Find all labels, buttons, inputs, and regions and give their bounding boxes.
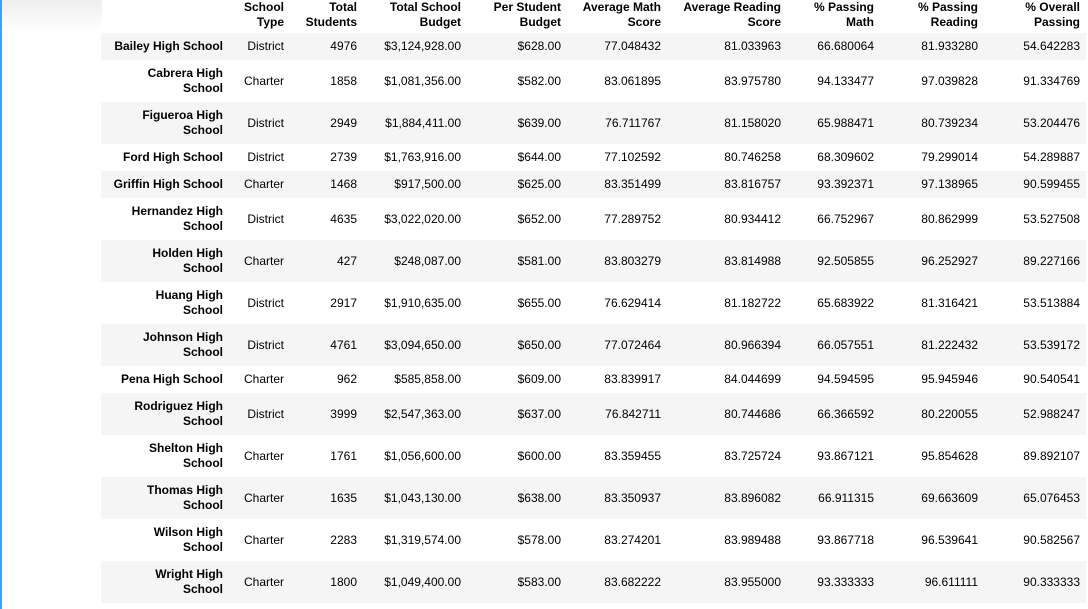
- table-cell: 65.076453: [1023, 490, 1080, 505]
- table-cell: District: [247, 115, 284, 130]
- table-row: [101, 561, 1086, 603]
- table-cell: $609.00: [517, 372, 561, 386]
- table-cell: 65.683922: [817, 295, 874, 310]
- table-cell: 77.102592: [604, 150, 661, 164]
- table-header: [101, 0, 1086, 33]
- table-cell: District: [247, 150, 284, 164]
- table-cell: 76.629414: [604, 295, 661, 310]
- index-header: [101, 0, 229, 33]
- table-cell: 4635: [330, 211, 357, 226]
- table-cell: 81.316421: [921, 295, 978, 310]
- table-cell: $600.00: [517, 448, 561, 463]
- table-cell: 83.350937: [604, 490, 661, 505]
- table-cell: 52.988247: [1023, 406, 1080, 421]
- table-cell: District: [247, 337, 284, 352]
- row-label: Rodriguez High School: [134, 399, 223, 428]
- table-cell: 83.351499: [604, 177, 661, 191]
- row-label: Johnson High School: [143, 330, 223, 359]
- table-cell: $585,858.00: [394, 372, 461, 386]
- table-cell: 79.299014: [921, 150, 978, 164]
- table-cell: 83.061895: [604, 73, 661, 88]
- table-cell: $1,910,635.00: [384, 295, 461, 310]
- table-cell: $1,319,574.00: [384, 532, 461, 547]
- table-cell: 83.814988: [724, 253, 781, 268]
- table-cell: 97.039828: [921, 73, 978, 88]
- table-cell: 4976: [330, 39, 357, 53]
- table-cell: 95.945946: [921, 372, 978, 386]
- column-header: Per Student Budget: [493, 0, 561, 29]
- table-cell: 66.366592: [817, 406, 874, 421]
- table-cell: 80.966394: [724, 337, 781, 352]
- row-label: Holden High School: [152, 246, 223, 275]
- table-cell: 1800: [330, 574, 357, 589]
- table-cell: 53.204476: [1023, 115, 1080, 130]
- table-cell: 80.220055: [921, 406, 978, 421]
- table-cell: $582.00: [517, 73, 561, 88]
- table-cell: 83.896082: [724, 490, 781, 505]
- table-cell: 1761: [330, 448, 357, 463]
- table-cell: $1,056,600.00: [384, 448, 461, 463]
- table-row: [101, 240, 1086, 282]
- table-cell: $2,547,363.00: [384, 406, 461, 421]
- table-cell: $638.00: [517, 490, 561, 505]
- table-cell: 2283: [330, 532, 357, 547]
- table-row: [101, 435, 1086, 477]
- table-cell: 89.227166: [1023, 253, 1080, 268]
- table-cell: 76.842711: [605, 406, 661, 421]
- table-cell: 90.599455: [1023, 177, 1080, 191]
- table-cell: $1,884,411.00: [385, 115, 461, 130]
- table-cell: 83.725724: [724, 448, 781, 463]
- table-cell: $650.00: [517, 337, 561, 352]
- table-cell: 83.955000: [724, 574, 781, 589]
- left-gutter-shadow: [2, 0, 102, 32]
- table-row: [101, 477, 1086, 519]
- table-cell: $625.00: [517, 177, 561, 191]
- row-label: Wilson High School: [153, 525, 223, 554]
- table-cell: $1,763,916.00: [384, 150, 461, 164]
- row-label: Ford High School: [123, 150, 223, 164]
- table-cell: 81.182722: [724, 295, 781, 310]
- table-row: [101, 171, 1086, 198]
- school-summary-table: [101, 0, 1086, 603]
- table-row: [101, 102, 1086, 144]
- row-label: Huang High School: [155, 288, 223, 317]
- table-cell: 66.752967: [817, 211, 874, 226]
- table-cell: $639.00: [517, 115, 561, 130]
- table-cell: 77.289752: [604, 211, 661, 226]
- table-cell: Charter: [243, 73, 284, 88]
- table-row: [101, 282, 1086, 324]
- table-row: [101, 198, 1086, 240]
- cell-collapser-bar[interactable]: [0, 0, 2, 609]
- table-cell: 77.048432: [604, 39, 661, 53]
- table-cell: 54.642283: [1023, 39, 1080, 53]
- table-cell: $628.00: [517, 39, 561, 53]
- table-cell: District: [247, 406, 284, 421]
- table-cell: District: [247, 39, 284, 53]
- table-cell: 1468: [330, 177, 357, 191]
- row-label: Pena High School: [120, 372, 223, 386]
- table-cell: $3,094,650.00: [384, 337, 461, 352]
- table-cell: 96.611111: [924, 574, 978, 589]
- column-header: % Passing Reading: [917, 0, 978, 29]
- table-cell: $1,081,356.00: [384, 73, 461, 88]
- table-cell: 84.044699: [724, 372, 781, 386]
- table-cell: 77.072464: [604, 337, 661, 352]
- column-header: Total School Budget: [389, 0, 461, 29]
- table-cell: 83.816757: [724, 177, 781, 191]
- row-label: Bailey High School: [114, 39, 223, 53]
- table-cell: $1,049,400.00: [384, 574, 461, 589]
- table-cell: 962: [336, 372, 357, 386]
- table-cell: 93.867121: [817, 448, 874, 463]
- table-cell: $655.00: [517, 295, 561, 310]
- table-cell: 66.057551: [817, 337, 874, 352]
- column-header: Average Reading Score: [683, 0, 781, 29]
- table-cell: 83.682222: [604, 574, 661, 589]
- table-cell: Charter: [243, 177, 284, 191]
- table-cell: Charter: [243, 574, 284, 589]
- table-body: [101, 33, 1086, 603]
- table-cell: 1858: [330, 73, 357, 88]
- header-row: [101, 0, 1086, 33]
- table-cell: 89.892107: [1023, 448, 1080, 463]
- table-cell: 81.222432: [921, 337, 978, 352]
- table-cell: 2949: [330, 115, 357, 130]
- table-cell: $578.00: [517, 532, 561, 547]
- table-cell: Charter: [243, 490, 284, 505]
- table-cell: 80.746258: [724, 150, 781, 164]
- table-cell: 83.975780: [724, 73, 781, 88]
- table-cell: 92.505855: [817, 253, 874, 268]
- table-cell: 94.594595: [817, 372, 874, 386]
- table-cell: 96.252927: [921, 253, 978, 268]
- table-cell: Charter: [243, 253, 284, 268]
- table-cell: 76.711767: [605, 115, 661, 130]
- table-cell: 4761: [330, 337, 357, 352]
- table-row: [101, 324, 1086, 366]
- table-cell: 80.862999: [921, 211, 978, 226]
- column-header: School Type: [243, 0, 284, 29]
- column-header: % Overall Passing: [1025, 0, 1080, 29]
- table-cell: 53.513884: [1023, 295, 1080, 310]
- table-cell: 90.540541: [1023, 372, 1080, 386]
- table-cell: 66.911315: [818, 490, 874, 505]
- table-cell: 90.333333: [1023, 574, 1080, 589]
- table-cell: District: [247, 211, 284, 226]
- table-cell: 90.582567: [1023, 532, 1080, 547]
- table-cell: $248,087.00: [394, 253, 461, 268]
- table-cell: 65.988471: [817, 115, 874, 130]
- table-cell: $581.00: [517, 253, 561, 268]
- table-cell: 97.138965: [921, 177, 978, 191]
- table-cell: 1635: [330, 490, 357, 505]
- table-cell: Charter: [243, 372, 284, 386]
- table-row: [101, 60, 1086, 102]
- row-label: Figueroa High School: [142, 108, 223, 137]
- row-label: Shelton High School: [149, 441, 223, 470]
- table-cell: 53.539172: [1023, 337, 1080, 352]
- table-cell: 93.392371: [817, 177, 874, 191]
- table-cell: 91.334769: [1023, 73, 1080, 88]
- table-cell: $3,124,928.00: [384, 39, 461, 53]
- table-cell: 83.839917: [604, 372, 661, 386]
- table-cell: District: [247, 295, 284, 310]
- row-label: Cabrera High School: [147, 66, 223, 95]
- table-cell: 83.274201: [604, 532, 661, 547]
- table-cell: 93.333333: [817, 574, 874, 589]
- table-cell: 80.744686: [724, 406, 781, 421]
- table-cell: 81.158020: [724, 115, 781, 130]
- row-label: Thomas High School: [146, 483, 223, 512]
- table-cell: $1,043,130.00: [384, 490, 461, 505]
- table-cell: 2917: [330, 295, 357, 310]
- table-row: [101, 144, 1086, 171]
- table-cell: 53.527508: [1023, 211, 1080, 226]
- table-cell: 66.680064: [817, 39, 874, 53]
- table-cell: 94.133477: [817, 73, 874, 88]
- table-cell: Charter: [243, 448, 284, 463]
- table-cell: 83.803279: [604, 253, 661, 268]
- table-cell: $637.00: [517, 406, 561, 421]
- table-cell: $644.00: [517, 150, 561, 164]
- table-cell: 81.933280: [921, 39, 978, 53]
- table-cell: 95.854628: [921, 448, 978, 463]
- row-label: Hernandez High School: [131, 204, 223, 233]
- table-cell: $652.00: [517, 211, 561, 226]
- row-label: Wright High School: [155, 567, 223, 596]
- table-cell: 80.739234: [921, 115, 978, 130]
- table-cell: 3999: [330, 406, 357, 421]
- table-cell: $917,500.00: [394, 177, 461, 191]
- table-row: [101, 33, 1086, 60]
- table-row: [101, 366, 1086, 393]
- table-cell: 2739: [330, 150, 357, 164]
- table-cell: 81.033963: [724, 39, 781, 53]
- table-cell: 83.989488: [724, 532, 781, 547]
- table-row: [101, 519, 1086, 561]
- table-cell: $3,022,020.00: [384, 211, 461, 226]
- dataframe-output: [101, 0, 1086, 603]
- table-cell: 68.309602: [817, 150, 874, 164]
- table-cell: 96.539641: [921, 532, 978, 547]
- table-cell: 83.359455: [604, 448, 661, 463]
- table-cell: 93.867718: [817, 532, 874, 547]
- column-header: % Passing Math: [813, 0, 874, 29]
- column-header: Average Math Score: [582, 0, 661, 29]
- table-row: [101, 393, 1086, 435]
- table-cell: 69.663609: [921, 490, 978, 505]
- table-cell: 80.934412: [724, 211, 781, 226]
- table-cell: Charter: [243, 532, 284, 547]
- row-label: Griffin High School: [113, 177, 223, 191]
- column-header: Total Students: [305, 0, 357, 29]
- table-cell: $583.00: [517, 574, 561, 589]
- table-cell: 427: [336, 253, 357, 268]
- table-cell: 54.289887: [1023, 150, 1080, 164]
